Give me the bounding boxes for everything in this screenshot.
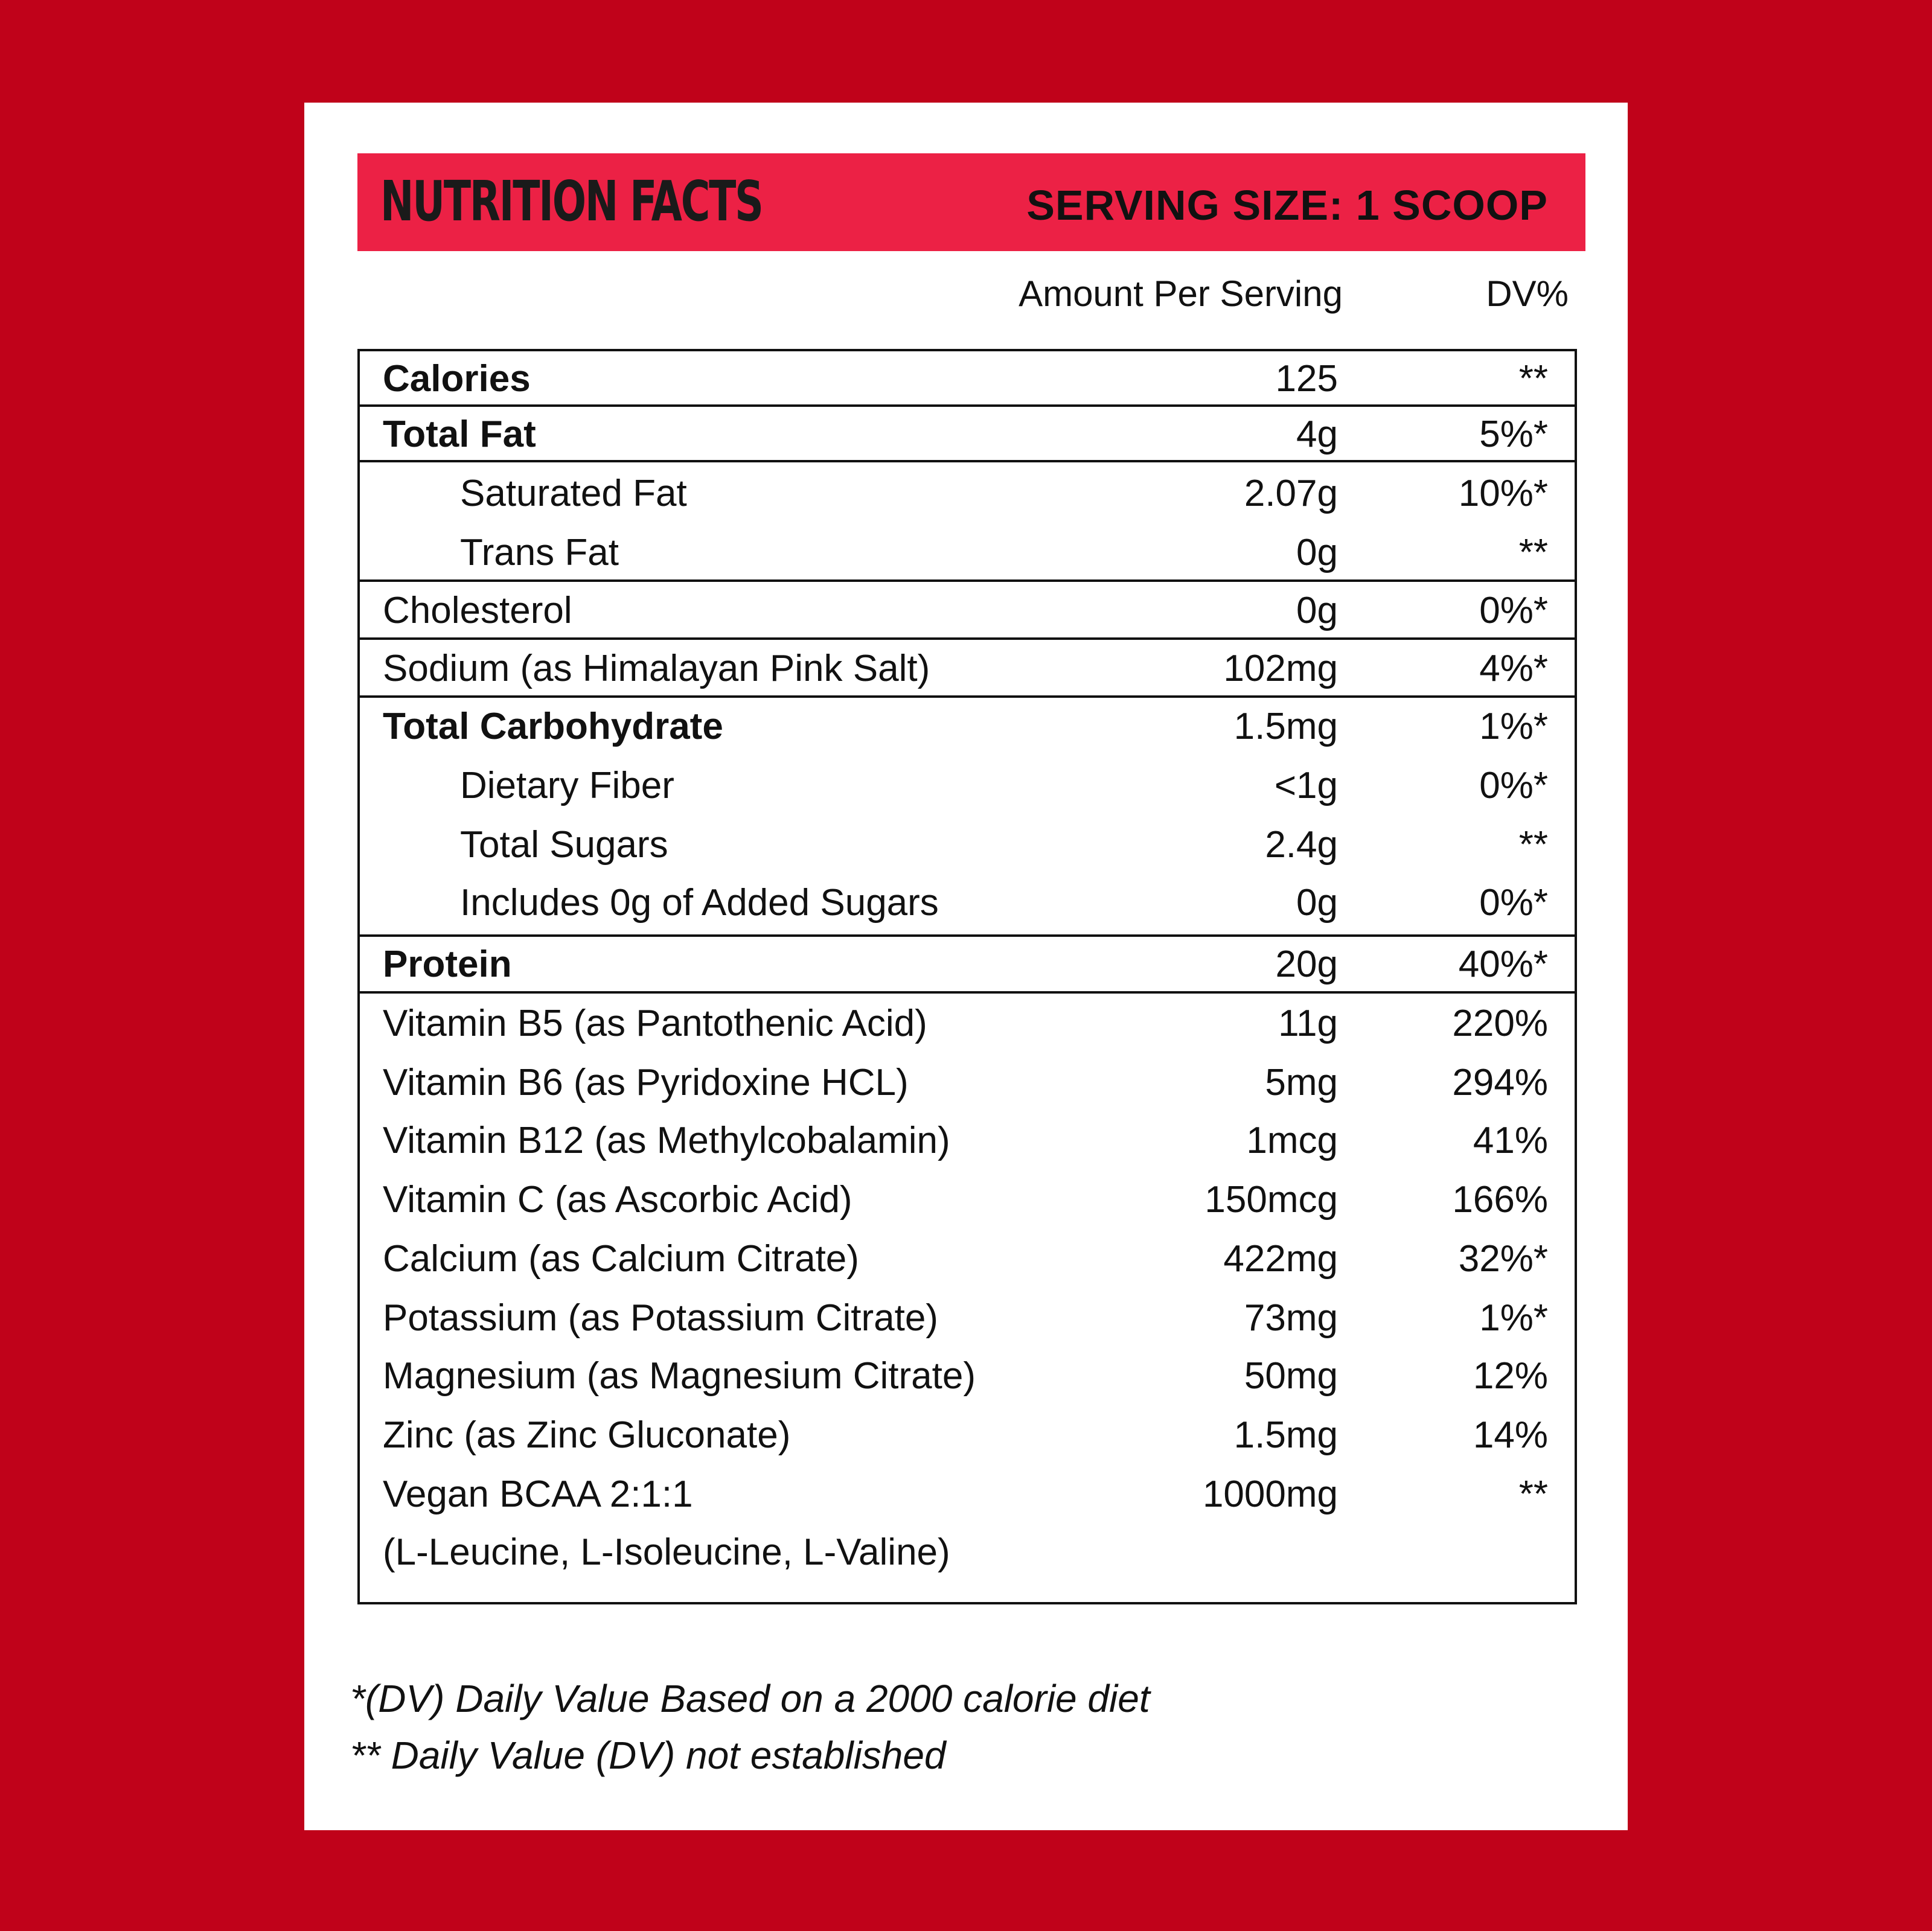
nutrient-name: Calories xyxy=(383,358,531,400)
nutrient-name: Sodium (as Himalayan Pink Salt) xyxy=(383,648,930,689)
nutrient-amount: 2.4g xyxy=(1265,824,1338,866)
nutrient-name: Magnesium (as Magnesium Citrate) xyxy=(383,1355,976,1397)
nutrient-amount: 1000mg xyxy=(1202,1473,1338,1515)
nutrient-amount: 0g xyxy=(1296,532,1338,573)
nutrient-amount: 125 xyxy=(1275,358,1338,400)
nutrient-dv: 220% xyxy=(1452,1003,1548,1044)
nutrient-amount: <1g xyxy=(1274,765,1338,806)
nutrient-amount: 1mcg xyxy=(1246,1120,1338,1161)
nutrient-name: Zinc (as Zinc Gluconate) xyxy=(383,1414,791,1456)
nutrient-dv: ** xyxy=(1518,824,1548,866)
table-row-total-carbohydrate xyxy=(360,699,1575,758)
row-divider xyxy=(360,695,1575,698)
table-row-magnesium xyxy=(360,1349,1575,1408)
nutrient-name: Includes 0g of Added Sugars xyxy=(460,882,939,924)
table-row-added-sugars xyxy=(360,875,1575,934)
row-divider xyxy=(360,637,1575,640)
nutrient-name: Vitamin B6 (as Pyridoxine HCL) xyxy=(383,1062,909,1103)
nutrient-subline: (L-Leucine, L-Isoleucine, L-Valine) xyxy=(383,1531,950,1573)
table-row-trans-fat xyxy=(360,525,1575,584)
nutrient-dv: 1%* xyxy=(1479,1297,1548,1339)
nutrient-amount: 1.5mg xyxy=(1233,1414,1338,1456)
nutrient-name: Vegan BCAA 2:1:1 xyxy=(383,1473,693,1515)
row-divider xyxy=(360,579,1575,582)
table-row-vitamin-c xyxy=(360,1172,1575,1231)
nutrient-dv: 1%* xyxy=(1479,706,1548,747)
dv-column-header: DV% xyxy=(1486,273,1569,314)
nutrient-dv: ** xyxy=(1518,358,1548,400)
table-row-vitamin-b6 xyxy=(360,1055,1575,1114)
nutrient-amount: 11g xyxy=(1278,1003,1338,1044)
nutrient-amount: 20g xyxy=(1275,943,1338,985)
nutrient-dv: 4%* xyxy=(1479,648,1548,689)
nutrient-amount: 102mg xyxy=(1223,648,1338,689)
nutrient-amount: 1.5mg xyxy=(1233,706,1338,747)
table-row-calcium xyxy=(360,1231,1575,1291)
table-row-total-fat xyxy=(360,407,1575,466)
nutrient-amount: 422mg xyxy=(1223,1238,1338,1280)
nutrient-amount: 50mg xyxy=(1244,1355,1338,1397)
nutrient-name: Calcium (as Calcium Citrate) xyxy=(383,1238,859,1280)
table-row-zinc xyxy=(360,1408,1575,1467)
serving-size: SERVING SIZE: 1 SCOOP xyxy=(1026,182,1548,229)
nutrient-name: Protein xyxy=(383,943,512,985)
nutrition-banner xyxy=(357,153,1585,251)
nutrient-name: Saturated Fat xyxy=(460,473,687,514)
table-row-dietary-fiber xyxy=(360,758,1575,817)
nutrition-table xyxy=(357,349,1577,1604)
table-row-vitamin-b12 xyxy=(360,1113,1575,1172)
nutrient-name: Vitamin C (as Ascorbic Acid) xyxy=(383,1179,852,1221)
footnote-dv-not-established: ** Daily Value (DV) not established xyxy=(350,1734,946,1777)
nutrient-name: Total Carbohydrate xyxy=(383,706,723,747)
nutrient-amount: 73mg xyxy=(1244,1297,1338,1339)
nutrient-name: Potassium (as Potassium Citrate) xyxy=(383,1297,938,1339)
nutrient-name: Vitamin B12 (as Methylcobalamin) xyxy=(383,1120,950,1161)
nutrient-dv: ** xyxy=(1518,1473,1548,1515)
nutrient-name: Vitamin B5 (as Pantothenic Acid) xyxy=(383,1003,927,1044)
row-divider xyxy=(360,460,1575,462)
table-row-potassium xyxy=(360,1291,1575,1350)
nutrient-dv: 5%* xyxy=(1479,413,1548,455)
table-row-cholesterol xyxy=(360,583,1575,642)
nutrient-name: Total Fat xyxy=(383,413,536,455)
amount-column-header: Amount Per Serving xyxy=(1019,273,1343,314)
nutrient-name: Trans Fat xyxy=(460,532,619,573)
table-row-sodium xyxy=(360,641,1575,700)
table-row-vegan-bcaa xyxy=(360,1467,1575,1585)
nutrient-amount: 0g xyxy=(1296,590,1338,631)
nutrition-facts-title: NUTRITION FACTS xyxy=(380,169,763,234)
nutrient-dv: 294% xyxy=(1452,1062,1548,1103)
nutrient-dv: 0%* xyxy=(1479,882,1548,924)
nutrition-label-card xyxy=(304,103,1628,1830)
nutrient-dv: 40%* xyxy=(1458,943,1548,985)
nutrient-dv: 41% xyxy=(1473,1120,1548,1161)
table-row-total-sugars xyxy=(360,817,1575,876)
nutrient-dv: 0%* xyxy=(1479,590,1548,631)
nutrient-name: Dietary Fiber xyxy=(460,765,674,806)
nutrient-dv: 14% xyxy=(1473,1414,1548,1456)
table-row-vitamin-b5 xyxy=(360,996,1575,1055)
row-divider xyxy=(360,991,1575,994)
nutrient-amount: 150mcg xyxy=(1204,1179,1338,1221)
nutrient-dv: 0%* xyxy=(1479,765,1548,806)
nutrient-dv: 10%* xyxy=(1458,473,1548,514)
nutrient-dv: ** xyxy=(1518,532,1548,573)
table-row-calories xyxy=(360,351,1575,410)
footnote-dv-basis: *(DV) Daily Value Based on a 2000 calorie diet xyxy=(350,1677,1150,1720)
nutrient-amount: 4g xyxy=(1296,413,1338,455)
nutrient-amount: 0g xyxy=(1296,882,1338,924)
nutrient-amount: 2.07g xyxy=(1244,473,1338,514)
nutrient-name: Total Sugars xyxy=(460,824,668,866)
table-row-protein xyxy=(360,937,1575,996)
nutrient-name: Cholesterol xyxy=(383,590,572,631)
table-row-saturated-fat xyxy=(360,466,1575,525)
nutrient-dv: 32%* xyxy=(1458,1238,1548,1280)
nutrient-dv: 12% xyxy=(1473,1355,1548,1397)
nutrient-dv: 166% xyxy=(1452,1179,1548,1221)
nutrient-amount: 5mg xyxy=(1265,1062,1338,1103)
